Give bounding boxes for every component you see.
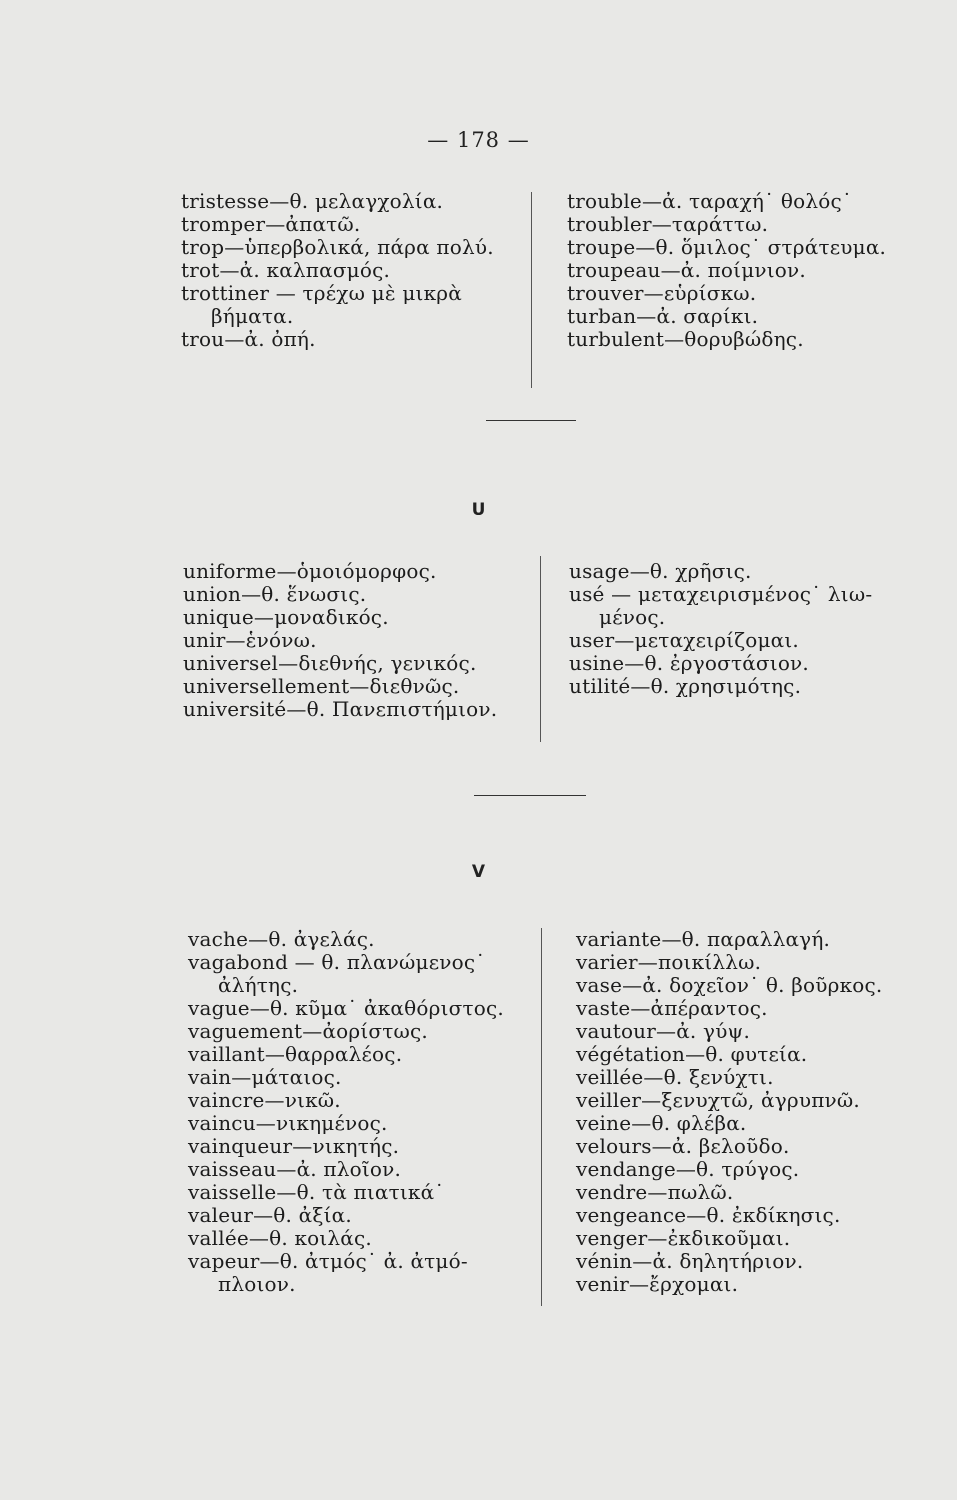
- dictionary-entry: vainqueur—νικητής.: [188, 1134, 400, 1158]
- dictionary-entry: vase—ἀ. δοχεῖον˙ θ. βοῦρκος.: [576, 973, 883, 997]
- dictionary-entry: troupe—θ. ὅμιλος˙ στράτευμα.: [567, 235, 887, 259]
- dictionary-entry: vaguement—ἀορίστως.: [188, 1019, 428, 1043]
- dictionary-entry: trottiner — τρέχω μὲ μικρὰ: [181, 281, 462, 305]
- column-divider-v: [541, 928, 542, 1306]
- dictionary-entry: vache—θ. ἀγελάς.: [188, 927, 375, 951]
- dictionary-entry: veiller—ξενυχτῶ, ἀγρυπνῶ.: [576, 1088, 860, 1112]
- dictionary-entry: trouble—ἀ. ταραχή˙ θολός˙: [567, 189, 853, 213]
- section-divider-t-u: [486, 420, 576, 421]
- dictionary-entry: veine—θ. φλέβα.: [576, 1111, 747, 1135]
- entries-v-right: [576, 928, 882, 1296]
- section-divider-u-v: [474, 795, 586, 796]
- dictionary-entry: universel—διεθνής, γενικός.: [183, 651, 477, 675]
- dictionary-entry: vaincre—νικῶ.: [188, 1088, 341, 1112]
- dictionary-entry: turban—ἀ. σαρίκι.: [567, 304, 759, 328]
- dictionary-entry: vaisselle—θ. τὰ πιατικά˙: [188, 1180, 445, 1204]
- entries-t-left: [181, 190, 494, 351]
- dictionary-entry: unique—μοναδικός.: [183, 605, 389, 629]
- dictionary-entry: vaisseau—ἀ. πλοῖον.: [188, 1157, 402, 1181]
- dictionary-entry: troupeau—ἀ. ποίμνιον.: [567, 258, 806, 282]
- section-letter-u: U: [471, 500, 486, 520]
- dictionary-entry: vague—θ. κῦμα˙ ἀκαθόριστος.: [188, 996, 504, 1020]
- dictionary-entry: université—θ. Πανεπιστήμιον.: [183, 697, 498, 721]
- dictionary-entry: venir—ἔρχομαι.: [576, 1272, 739, 1296]
- entries-u-right: [569, 560, 872, 698]
- entry-continuation: ἀλήτης.: [218, 973, 299, 997]
- dictionary-entry: usage—θ. χρῆσις.: [569, 559, 752, 583]
- dictionary-entry: tristesse—θ. μελαγχολία.: [181, 189, 444, 213]
- dictionary-entry: vagabond — θ. πλανώμενος˙: [188, 950, 486, 974]
- entry-continuation: μένος.: [599, 605, 666, 629]
- dictionary-entry: tromper—ἀπατῶ.: [181, 212, 361, 236]
- dictionary-entry: user—μεταχειρίζομαι.: [569, 628, 799, 652]
- section-letter-v: V: [471, 862, 486, 882]
- dictionary-entry: vendre—πωλῶ.: [576, 1180, 734, 1204]
- dictionary-entry: varier—ποικίλλω.: [576, 950, 762, 974]
- dictionary-entry: végétation—θ. φυτεία.: [576, 1042, 808, 1066]
- dictionary-entry: usine—θ. ἐργοστάσιον.: [569, 651, 809, 675]
- dictionary-entry: vénin—ἀ. δηλητήριον.: [576, 1249, 804, 1273]
- dictionary-entry: turbulent—θορυβώδης.: [567, 327, 804, 351]
- dictionary-entry: uniforme—ὁμοιόμορφος.: [183, 559, 437, 583]
- dictionary-entry: vendange—θ. τρύγος.: [576, 1157, 800, 1181]
- dictionary-entry: trouver—εὑρίσκω.: [567, 281, 757, 305]
- dictionary-entry: vaste—ἀπέραντος.: [576, 996, 768, 1020]
- dictionary-entry: venger—ἐκδικοῦμαι.: [576, 1226, 791, 1250]
- column-divider-t: [531, 192, 532, 388]
- entries-t-right: [567, 190, 886, 351]
- dictionary-entry: vallée—θ. κοιλάς.: [188, 1226, 372, 1250]
- entries-v-left: [188, 928, 504, 1296]
- dictionary-entry: universellement—διεθνῶς.: [183, 674, 460, 698]
- column-divider-u: [540, 556, 541, 742]
- dictionary-entry: vain—μάταιος.: [188, 1065, 342, 1089]
- dictionary-entry: vapeur—θ. ἀτμός˙ ἀ. ἀτμό-: [188, 1249, 468, 1273]
- entry-continuation: βήματα.: [211, 304, 294, 328]
- dictionary-entry: usé — μεταχειρισμένος˙ λιω-: [569, 582, 873, 606]
- page-number: — 178 —: [427, 128, 530, 152]
- dictionary-entry: unir—ἑνόνω.: [183, 628, 317, 652]
- dictionary-entry: vaillant—θαρραλέος.: [188, 1042, 403, 1066]
- dictionary-entry: utilité—θ. χρησιμότης.: [569, 674, 802, 698]
- dictionary-entry: union—θ. ἕνωσις.: [183, 582, 367, 606]
- dictionary-entry: trou—ἀ. ὀπή.: [181, 327, 316, 351]
- entry-continuation: πλοιον.: [218, 1272, 296, 1296]
- entries-u-left: [183, 560, 497, 721]
- dictionary-entry: trot—ἀ. καλπασμός.: [181, 258, 391, 282]
- dictionary-entry: troubler—ταράττω.: [567, 212, 769, 236]
- dictionary-entry: trop—ὑπερβολικά, πάρα πολύ.: [181, 235, 494, 259]
- dictionary-entry: vautour—ἀ. γύψ.: [576, 1019, 750, 1043]
- dictionary-entry: velours—ἀ. βελοῦδο.: [576, 1134, 790, 1158]
- dictionary-entry: valeur—θ. ἀξία.: [188, 1203, 352, 1227]
- dictionary-entry: vengeance—θ. ἐκδίκησις.: [576, 1203, 841, 1227]
- dictionary-entry: variante—θ. παραλλαγή.: [576, 927, 831, 951]
- dictionary-entry: vaincu—νικημένος.: [188, 1111, 388, 1135]
- dictionary-entry: veillée—θ. ξενύχτι.: [576, 1065, 774, 1089]
